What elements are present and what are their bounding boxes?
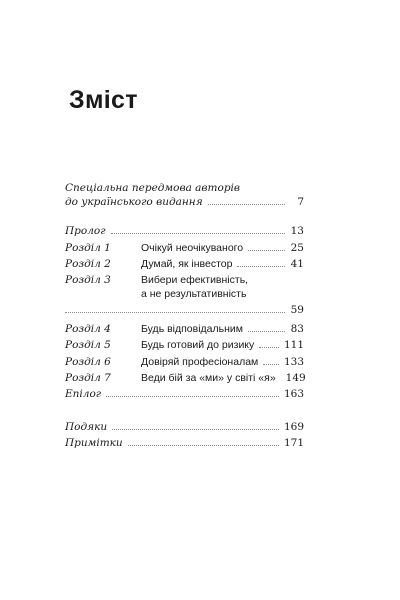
- chapter-title: Веди бій за «ми» у світі «я»: [141, 372, 276, 384]
- page-title: Зміст: [69, 86, 138, 114]
- foreword-title-line1: Спеціальна передмова авторів: [65, 182, 241, 194]
- chapter-label: Розділ 4: [65, 323, 111, 335]
- foreword-title-line2: до українського видання: [65, 196, 203, 208]
- toc-entry-chapter-3-page: [65, 303, 304, 317]
- page-number: 133: [283, 356, 304, 368]
- dot-leader: [112, 429, 279, 430]
- dot-leader: [263, 364, 279, 365]
- page-number: 169: [283, 421, 304, 433]
- toc-entry-epilogue[interactable]: [65, 387, 304, 401]
- toc-entry-chapter-5[interactable]: [65, 338, 304, 352]
- page-number: 41: [290, 258, 304, 270]
- chapter-title: Довіряй професіоналам: [141, 356, 259, 368]
- page-number: 59: [290, 304, 304, 316]
- epilogue-label: Епілог: [65, 388, 102, 400]
- dot-leader: [65, 312, 285, 313]
- chapter-label: Розділ 6: [65, 356, 111, 368]
- notes-label: Примітки: [65, 437, 123, 449]
- chapter-label: Розділ 5: [65, 339, 111, 351]
- toc-entry-notes[interactable]: [65, 436, 304, 450]
- toc-entry-chapter-3[interactable]: [65, 273, 304, 301]
- page-number: 163: [283, 388, 304, 400]
- chapter-label: Розділ 3: [65, 274, 111, 286]
- page-number: 13: [290, 225, 304, 237]
- chapter-title: Будь відповідальним: [141, 323, 243, 335]
- page-number: 83: [290, 323, 304, 335]
- dot-leader: [128, 445, 279, 446]
- page-number: 25: [290, 242, 304, 254]
- dot-leader: [259, 347, 279, 348]
- dot-leader: [248, 250, 285, 251]
- toc-entry-chapter-4[interactable]: [65, 322, 304, 336]
- toc-entry-chapter-2[interactable]: [65, 257, 304, 271]
- dot-leader: [208, 204, 285, 205]
- prologue-label: Пролог: [65, 225, 106, 237]
- dot-leader: [106, 396, 279, 397]
- toc-entry-chapter-1[interactable]: [65, 241, 304, 255]
- toc-entry-chapter-6[interactable]: [65, 355, 304, 369]
- toc-entry-chapter-7[interactable]: [65, 371, 304, 385]
- chapter-label: Розділ 2: [65, 258, 111, 270]
- page-number: 149: [285, 372, 306, 384]
- chapter-title: Будь готовий до ризику: [141, 339, 255, 351]
- toc-entry-prologue[interactable]: [65, 224, 304, 238]
- chapter-title-line1: Вибери ефективність,: [141, 274, 249, 286]
- chapter-title-line2: а не результативність: [141, 288, 247, 300]
- page-number: 171: [283, 437, 304, 449]
- chapter-label: Розділ 7: [65, 372, 111, 384]
- chapter-title: Очікуй неочікуваного: [141, 242, 244, 254]
- dot-leader: [237, 266, 285, 267]
- acknowledgements-label: Подяки: [65, 421, 108, 433]
- chapter-label: Розділ 1: [65, 242, 111, 254]
- dot-leader: [248, 331, 285, 332]
- dot-leader: [111, 233, 285, 234]
- page-number: 111: [283, 339, 304, 351]
- page-number: 7: [297, 196, 304, 208]
- chapter-title: Думай, як інвестор: [141, 258, 233, 270]
- toc-entry-acknowledgements[interactable]: [65, 420, 304, 434]
- toc-entry-foreword[interactable]: [65, 181, 304, 209]
